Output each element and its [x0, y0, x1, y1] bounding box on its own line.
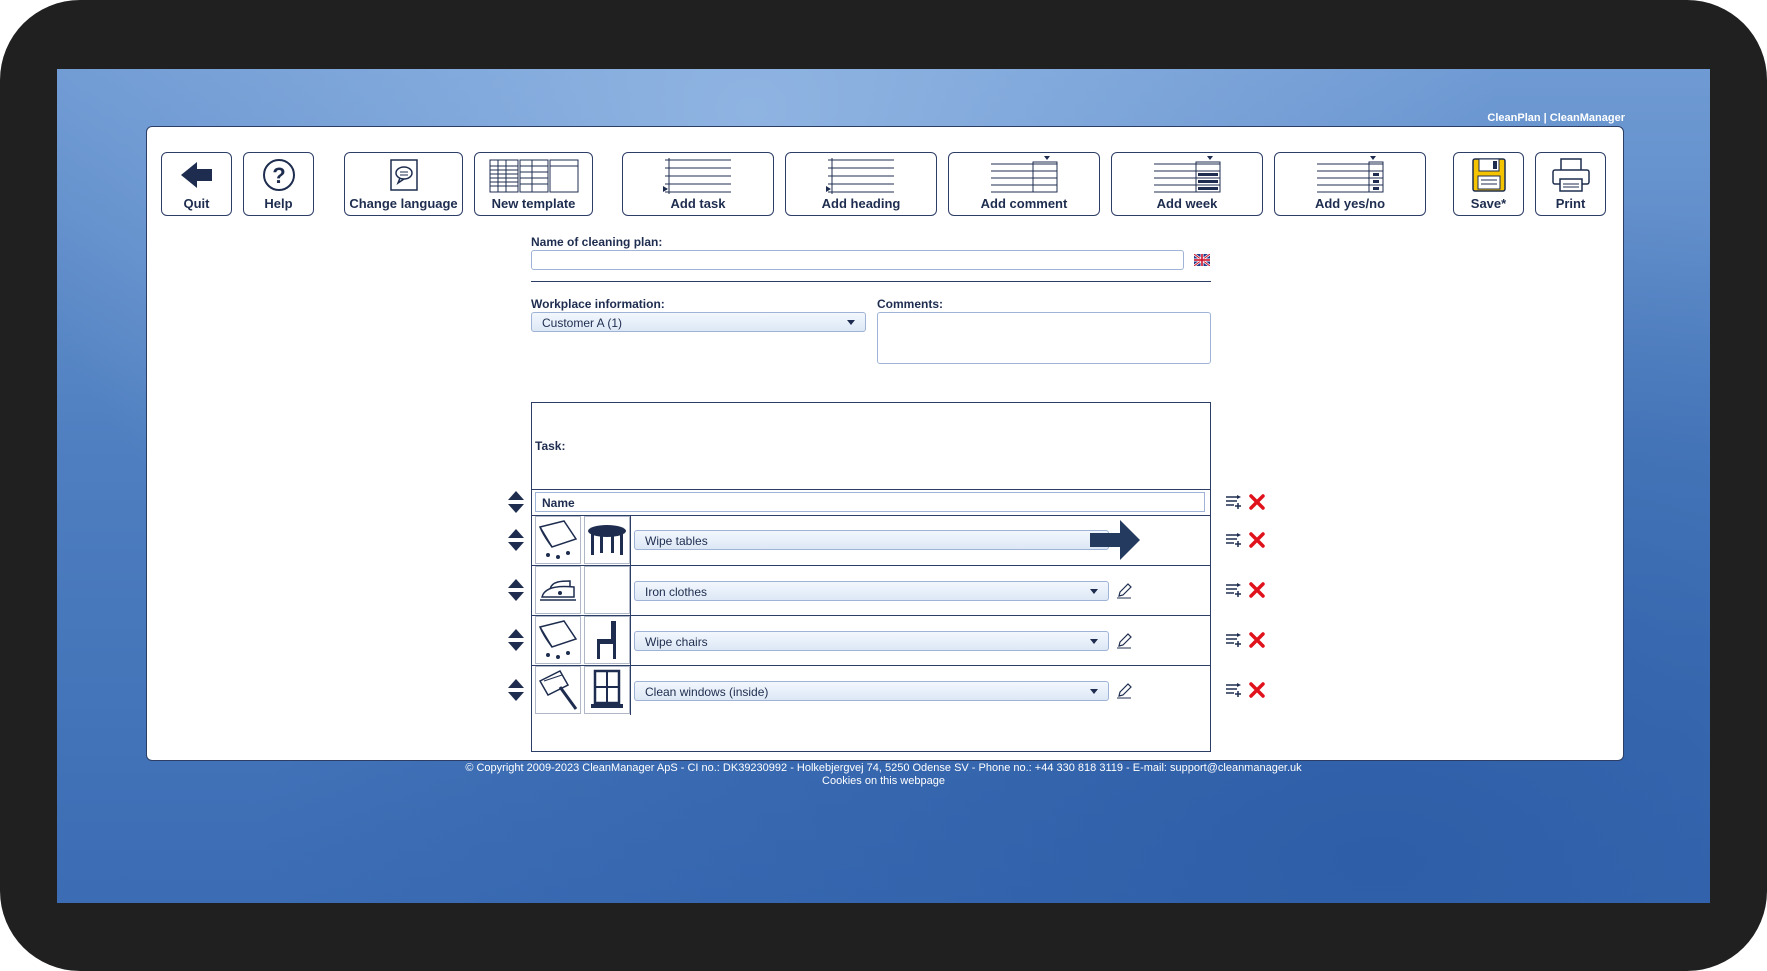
sort-arrows-icon[interactable] — [507, 489, 525, 515]
print-label: Print — [1555, 196, 1586, 211]
squeegee-icon — [535, 666, 581, 714]
save-button[interactable] — [1453, 152, 1524, 216]
task-row — [532, 565, 1210, 615]
chevron-down-icon — [847, 320, 855, 325]
task-row — [532, 665, 1210, 715]
name-header-input[interactable]: Name — [535, 492, 1205, 512]
cell-divider — [630, 515, 631, 565]
uk-flag-icon[interactable] — [1194, 254, 1210, 266]
task-label: Task: — [535, 439, 566, 453]
comments-textarea[interactable] — [877, 312, 1211, 364]
empty-icon-slot — [584, 566, 630, 614]
comments-label: Comments: — [877, 297, 944, 311]
add-comment-button[interactable] — [948, 152, 1100, 216]
cell-divider — [630, 615, 631, 665]
print-button[interactable] — [1535, 152, 1606, 216]
pencil-icon[interactable] — [1116, 683, 1132, 699]
add-task-label: Add task — [670, 196, 726, 211]
row-divider — [532, 489, 1210, 490]
task-select[interactable] — [634, 581, 1109, 601]
cloth-icon — [535, 516, 581, 564]
template-icon — [488, 156, 580, 194]
cell-divider — [630, 565, 631, 615]
delete-icon[interactable] — [1249, 532, 1265, 548]
add-task-icon — [663, 156, 733, 194]
add-heading-button[interactable] — [785, 152, 937, 216]
main-panel — [146, 126, 1624, 761]
sort-arrows-icon[interactable] — [507, 527, 525, 553]
add-comment-icon — [989, 156, 1059, 194]
add-yesno-icon — [1315, 156, 1385, 194]
task-row — [532, 515, 1210, 565]
pencil-icon[interactable] — [1116, 583, 1132, 599]
window-icon — [584, 666, 630, 714]
add-week-icon — [1152, 156, 1222, 194]
row-actions — [1225, 682, 1265, 698]
header-row-actions — [1225, 494, 1265, 510]
row-actions — [1225, 582, 1265, 598]
speech-bubble-icon — [389, 158, 419, 192]
add-yesno-button[interactable] — [1274, 152, 1426, 216]
task-select-value: Iron clothes — [645, 585, 708, 599]
quit-label: Quit — [183, 196, 210, 211]
delete-icon[interactable] — [1249, 494, 1265, 510]
printer-icon — [1551, 157, 1591, 193]
help-button[interactable] — [243, 152, 314, 216]
help-label: Help — [264, 196, 293, 211]
sort-arrows-icon[interactable] — [507, 677, 525, 703]
chair-icon — [584, 616, 630, 664]
add-row-icon[interactable] — [1225, 494, 1243, 510]
task-select[interactable] — [634, 681, 1109, 701]
add-task-button[interactable] — [622, 152, 774, 216]
footer-copyright: © Copyright 2009-2023 CleanManager ApS - CI no.: DK39230992 - Holkebjergvej 74, 5250 Odense SV - Phone no.: +44 330 818 3119 - E-mail: support@cleanmanager.uk — [465, 762, 1302, 774]
form-divider — [531, 281, 1211, 282]
chevron-down-icon — [1090, 639, 1098, 644]
sort-arrows-icon[interactable] — [507, 577, 525, 603]
change-language-label: Change language — [349, 196, 458, 211]
row-actions — [1225, 532, 1265, 548]
quit-button[interactable] — [161, 152, 232, 216]
add-week-label: Add week — [1156, 196, 1218, 211]
workplace-label: Workplace information: — [531, 297, 665, 311]
new-template-button[interactable] — [474, 152, 593, 216]
svg-text:?: ? — [271, 162, 286, 188]
add-row-icon[interactable] — [1225, 632, 1243, 648]
chevron-down-icon — [1090, 589, 1098, 594]
change-language-button[interactable] — [344, 152, 463, 216]
desktop-background — [57, 69, 1710, 903]
row-actions — [1225, 632, 1265, 648]
task-select-value: Wipe chairs — [645, 635, 708, 649]
cell-divider — [630, 665, 631, 715]
task-select[interactable] — [634, 530, 1109, 550]
task-table — [531, 402, 1211, 752]
iron-icon — [535, 566, 581, 614]
brand-label: CleanPlan | CleanManager — [1487, 112, 1625, 124]
add-comment-label: Add comment — [980, 196, 1068, 211]
help-icon — [262, 158, 296, 192]
add-yesno-label: Add yes/no — [1314, 196, 1386, 211]
delete-icon[interactable] — [1249, 632, 1265, 648]
add-row-icon[interactable] — [1225, 582, 1243, 598]
floppy-disk-icon — [1471, 157, 1507, 193]
table-icon — [584, 516, 630, 564]
add-row-icon[interactable] — [1225, 682, 1243, 698]
arrow-right-icon — [1090, 518, 1142, 562]
add-heading-icon — [826, 156, 896, 194]
add-row-icon[interactable] — [1225, 532, 1243, 548]
chevron-down-icon — [1090, 689, 1098, 694]
delete-icon[interactable] — [1249, 682, 1265, 698]
footer-cookies-link[interactable]: Cookies on this webpage — [822, 775, 945, 787]
task-select-value: Clean windows (inside) — [645, 685, 769, 699]
task-row — [532, 615, 1210, 665]
cloth-icon — [535, 616, 581, 664]
add-heading-label: Add heading — [821, 196, 901, 211]
plan-name-input[interactable] — [531, 250, 1184, 270]
pencil-icon[interactable] — [1116, 633, 1132, 649]
arrow-left-icon — [179, 160, 215, 190]
task-select-value: Wipe tables — [645, 534, 708, 548]
add-week-button[interactable] — [1111, 152, 1263, 216]
delete-icon[interactable] — [1249, 582, 1265, 598]
new-template-label: New template — [491, 196, 576, 211]
workplace-select-value: Customer A (1) — [542, 316, 623, 330]
task-select[interactable] — [634, 631, 1109, 651]
save-label: Save* — [1470, 196, 1507, 211]
plan-name-label: Name of cleaning plan: — [531, 235, 663, 249]
workplace-select[interactable] — [531, 312, 866, 332]
sort-arrows-icon[interactable] — [507, 627, 525, 653]
